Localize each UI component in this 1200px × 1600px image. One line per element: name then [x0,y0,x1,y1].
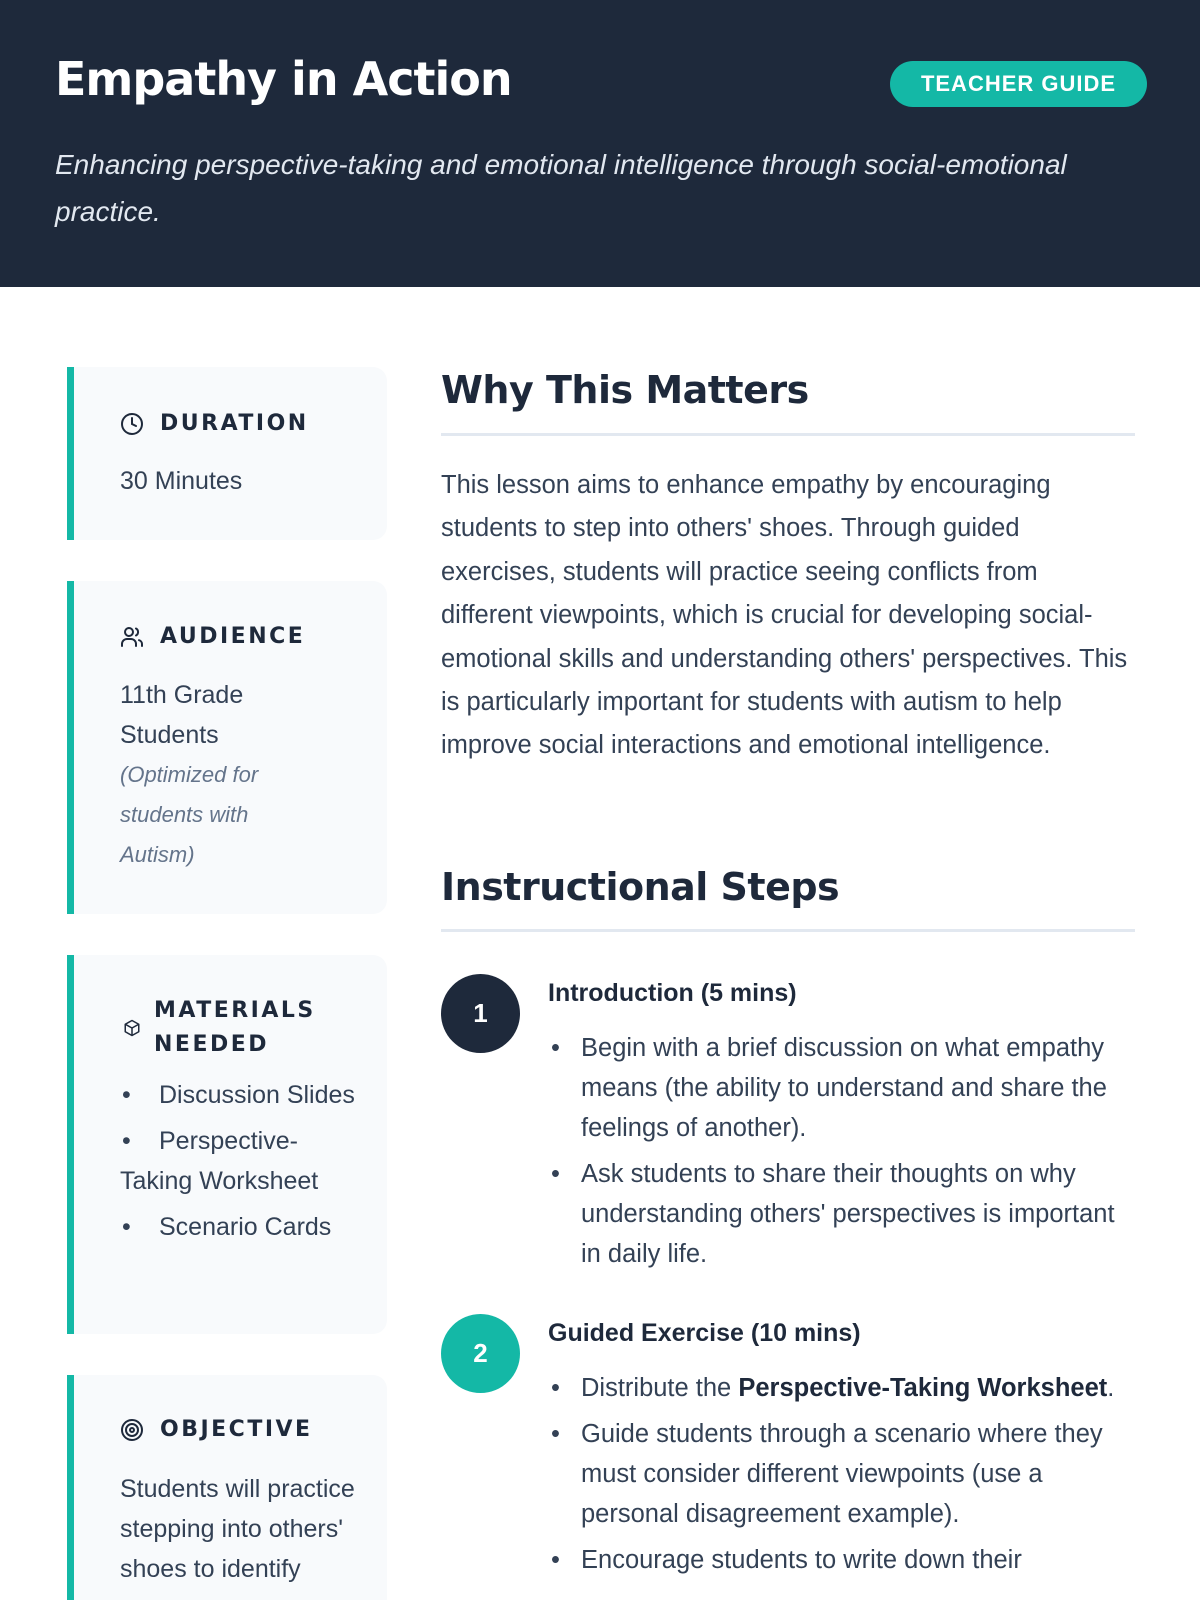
list-item: • Begin with a brief discussion on what empathy means (the ability to understand and share the feelings of another). [548,1028,1136,1148]
materials-card [67,955,387,1334]
list-item: • Ask students to share their thoughts on why understanding others' perspectives is important in daily life. [548,1154,1136,1274]
duration-card [67,367,387,540]
list-item: • Discussion Slides [120,1075,370,1115]
objective-label: OBJECTIVE [160,1417,313,1442]
divider [441,929,1135,932]
list-item: • Distribute the Perspective-Taking Worksheet. [548,1368,1136,1408]
audience-label: AUDIENCE [160,624,306,649]
duration-value: 30 Minutes [120,467,243,495]
users-icon [120,625,144,649]
target-icon [120,1418,144,1442]
objective-text: Students will practice stepping into others' shoes to identify [120,1475,355,1583]
teacher-guide-badge: TEACHER GUIDE [890,61,1147,107]
worksheet-name: Perspective-Taking Worksheet [738,1374,1108,1402]
step-title: Guided Exercise (10 mins) [548,1319,861,1347]
audience-card [67,581,387,914]
step-bullets [548,1028,1136,1280]
duration-label: DURATION [160,411,309,436]
objective-card [67,1375,387,1600]
materials-label: MATERIALS NEEDED [154,998,316,1057]
step-number-badge: 1 [441,974,520,1053]
list-item: • Scenario Cards [120,1207,370,1247]
steps-heading: Instructional Steps [441,865,840,909]
page-header [0,0,1200,287]
step-bullets [548,1368,1136,1586]
step-title: Introduction (5 mins) [548,979,797,1007]
materials-list [120,1075,370,1253]
divider [441,433,1135,436]
audience-value: 11th Grade Students [120,681,244,749]
list-item: • Guide students through a scenario where they must consider different viewpoints (use a personal disagreement example). [548,1414,1136,1534]
clock-icon [120,412,144,436]
list-item: • Encourage students to write down their [548,1540,1136,1580]
why-paragraph: This lesson aims to enhance empathy by encouraging students to step into others' shoes. Through guided exercises, students will practice seeing conflicts from different viewpoints, which is crucial for developing social-emotional skills and understanding others' perspectives. This is particularly important for students with autism to help improve social interactions and emotional intelligence. [441,471,1128,760]
page-title: Empathy in Action [55,52,512,106]
page-subtitle: Enhancing perspective-taking and emotional intelligence through social-emotional practice. [55,149,1067,227]
box-icon [120,1016,144,1040]
audience-note: (Optimized for students with Autism) [120,762,259,867]
why-heading: Why This Matters [441,368,809,412]
step-number-badge: 2 [441,1314,520,1393]
list-item: • Perspective-Taking Worksheet [120,1121,370,1201]
